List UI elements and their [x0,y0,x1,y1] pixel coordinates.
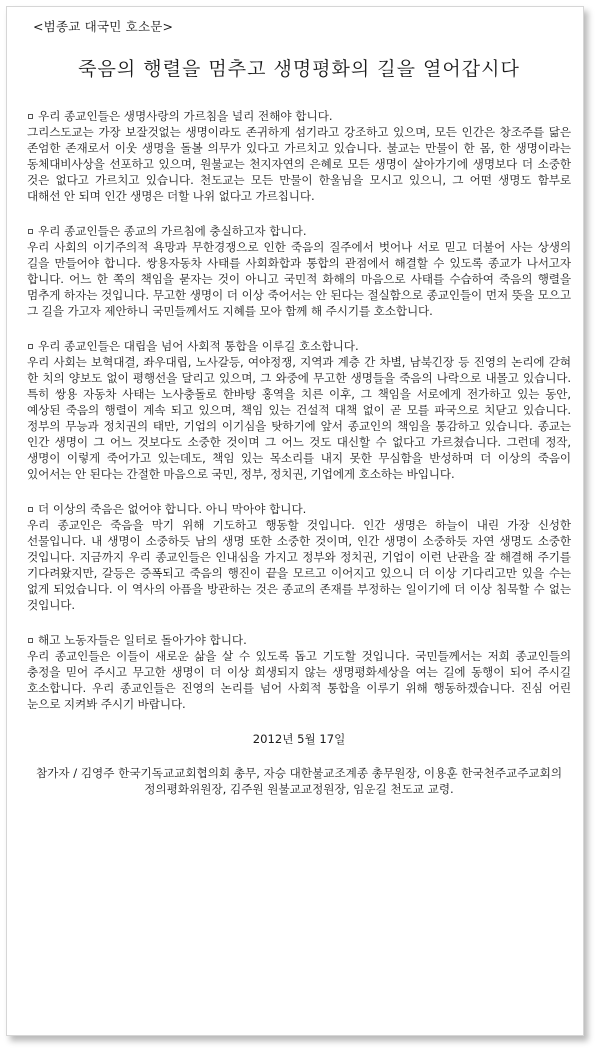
document-date: 2012년 5월 17일 [252,732,346,746]
document-content [27,19,571,797]
section-heading-text: 우리 종교인들은 대립을 넘어 사회적 통합을 이루길 호소합니다. [38,339,359,353]
document-page [6,6,584,1036]
section-heading-text: 해고 노동자들은 일터로 돌아가야 합니다. [38,633,247,647]
section-heading-text: 우리 종교인들은 생명사랑의 가르침을 널리 전해야 합니다. [38,109,333,123]
section-heading-text: 더 이상의 죽음은 없어야 합니다. 아니 막아야 합니다. [38,502,307,516]
section-paragraph: 우리 종교인은 죽음을 막기 위해 기도하고 행동할 것입니다. 인간 생명은 하늘이 내린 가장 신성한 선물입니다. 내 생명이 소중하듯 남의 생명 또한 소중한 것이며, 인간 생명이 소중하듯 자연 생명도 소중한 것입니다. 지금까지 우리 종교인들은 인내심을 가지고 정부와 정치권, 기업이 이런 난관을 잘 해결해 주기를 기다려왔지만, 갈등은 증폭되고 죽음의 행진이 끝을 모르고 이어지고 있으니 더 이상 기다리고만 있을 수는 없게 되었습니다. 이 역사의 아픔을 방관하는 것은 종교의 존재를 부정하는 일이기에 더 이상 침묵할 수 없는 것입니다. [27,518,571,612]
section-1 [27,108,571,204]
section-heading [27,223,571,239]
section-heading [27,108,571,124]
document-title: 죽음의 행렬을 멈추고 생명평화의 길을 열어갑시다 [78,58,520,80]
section-heading [27,501,571,517]
square-bullet-icon [28,114,33,119]
section-3 [27,338,571,482]
section-paragraph: 그리스도교는 가장 보잘것없는 생명이라도 존귀하게 섬기라고 강조하고 있으며, 모든 인간은 창조주를 닮은 존엄한 존재로서 이웃 생명을 돌볼 의무가 있다고 가르치고 있습니다. 불교는 만물이 한 몸, 한 생명이라는 동체대비사상을 선포하고 있으며, 원불교는 천지자연의 은혜로 모든 생명이 살아가기에 생명보다 더 소중한 것은 없다고 가르치고 있습니다. 천도교는 모든 만물이 한울님을 모시고 있으니, 그 어떤 생명도 함부로 대해선 안 되며 인간 생명은 더할 나위 없다고 가르칩니다. [27,125,571,203]
square-bullet-icon [28,507,33,512]
section-paragraph: 우리 종교인들은 이들이 새로운 삶을 살 수 있도록 돕고 기도할 것입니다. 국민들께서는 저희 종교인들의 충정을 믿어 주시고 무고한 생명이 더 이상 희생되지 않는 생명평화세상을 여는 길에 동행이 되어 주시길 호소합니다. 우리 종교인들은 진영의 논리를 넘어 사회적 통합을 이루기 위해 행동하겠습니다. 진심 어린 눈으로 지켜봐 주시기 바랍니다. [27,649,571,711]
section-4 [27,501,571,613]
participants-list: 참가자 / 김영주 한국기독교교회협의회 총무, 자승 대한불교조계종 총무원장, 이용훈 한국천주교주교회의 정의평화위원장, 김주원 원불교교정원장, 임운길 천도교 교령. [35,766,563,796]
document-subtitle: <범종교 대국민 호소문> [33,19,174,34]
section-paragraph: 우리 사회의 이기주의적 욕망과 무한경쟁으로 인한 죽음의 질주에서 벗어나 서로 믿고 더불어 사는 상생의 길을 만들어야 합니다. 쌍용자동차 사태를 사회화합과 통합의 관점에서 해결할 수 있도록 종교가 나서고자 합니다. 어느 한 쪽의 책임을 묻자는 것이 아니고 국민적 화해의 마음으로 사태를 수습하여 죽음의 행렬을 멈추게 하자는 것입니다. 무고한 생명이 더 이상 죽어서는 안 된다는 절실함으로 종교인들이 먼저 뜻을 모으고 그 길을 가고자 제안하니 국민들께서도 지혜를 모아 함께 해 주시기를 호소합니다. [27,240,571,318]
section-paragraph: 우리 사회는 보혁대결, 좌우대립, 노사갈등, 여야정쟁, 지역과 계층 간 차별, 남북긴장 등 진영의 논리에 갇혀 한 치의 양보도 없이 평행선을 달리고 있으며, 그 와중에 무고한 생명들을 죽음의 나락으로 내몰고 있습니다. 특히 쌍용 자동차 사태는 노사충돌로 한바탕 홍역을 치른 이후, 그 책임을 서로에게 전가하고 있는 동안, 예상된 죽음의 행렬이 계속 되고 있으며, 책임 있는 건설적 대책 없이 곧 모를 파국으로 치닫고 있습니다. 정부의 무능과 정치권의 태만, 기업의 이기심을 탓하기에 앞서 종교인의 책임을 통감하고 있습니다. 종교는 인간 생명이 그 어느 것보다도 소중한 것이며 그 어느 것도 대신할 수 없다고 가르쳤습니다. 그런데 정작, 생명이 이렇게 죽어가고 있는데도, 책임 있는 목소리를 내지 못한 무심함을 반성하며 더 이상의 죽음이 있어서는 안 된다는 간절한 마음으로 국민, 정부, 정치권, 기업에게 호소하는 바입니다. [27,355,571,481]
section-heading [27,632,571,648]
square-bullet-icon [28,229,33,234]
square-bullet-icon [28,638,33,643]
square-bullet-icon [28,344,33,349]
section-2 [27,223,571,319]
section-5 [27,632,571,712]
section-heading-text: 우리 종교인들은 종교의 가르침에 충실하고자 합니다. [38,224,307,238]
section-heading [27,338,571,354]
